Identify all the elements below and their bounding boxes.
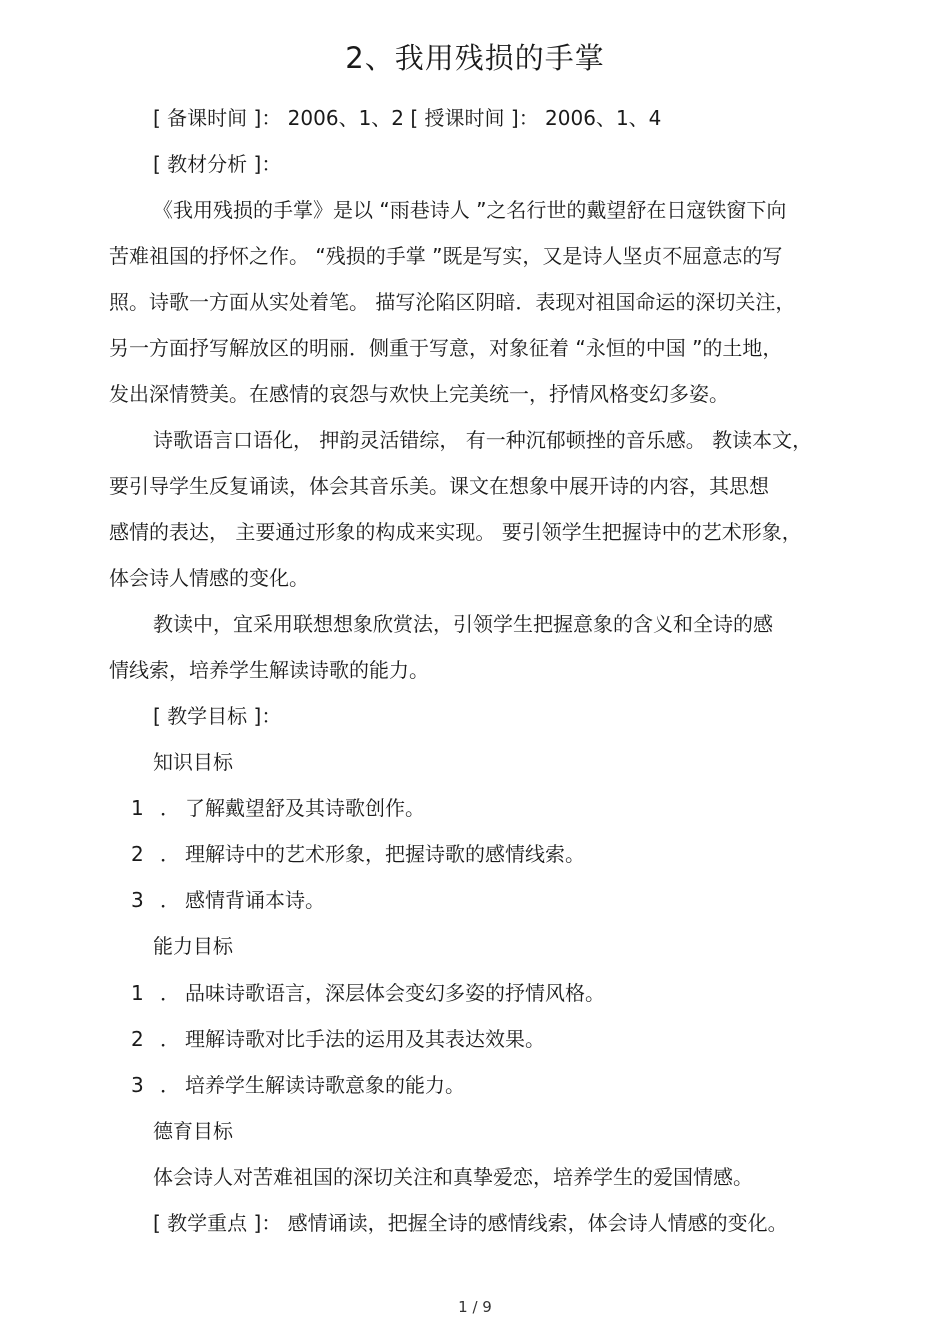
list-text: 理解诗歌对比手法的运用及其表达效果。 [185,1027,545,1051]
list-number: 3 [131,888,144,912]
moral-heading: 德育目标 [153,1119,233,1143]
list-text: 了解戴望舒及其诗歌创作。 [185,796,425,820]
analysis-p1-line: 照。诗歌一方面从实处着笔。 描写沦陷区阴暗．表现对祖国命运的深切关注， [109,290,796,314]
analysis-p1-line: 《我用残损的手掌》是以 “雨巷诗人 ”之名行世的戴望舒在日寇铁窗下向 [153,198,787,222]
list-number: 2 [131,842,144,866]
page-number: 1 / 9 [458,1298,492,1316]
analysis-p2-line: 体会诗人情感的变化。 [109,566,309,590]
analysis-p1-line: 另一方面抒写解放区的明丽．侧重于写意，对象征着 “永恒的中国 ”的土地， [109,336,783,360]
moral-text: 体会诗人对苦难祖国的深切关注和真挚爱恋，培养学生的爱国情感。 [153,1165,753,1189]
list-dot: ． [160,796,180,820]
list-number: 1 [131,796,144,820]
list-text: 品味诗歌语言，深层体会变幻多姿的抒情风格。 [185,981,605,1005]
analysis-p2-line: 感情的表达， 主要通过形象的构成来实现。 要引领学生把握诗中的艺术形象， [109,520,802,544]
analysis-p1-line: 苦难祖国的抒怀之作。 “残损的手掌 ”既是写实，又是诗人坚贞不屈意志的写 [109,244,783,268]
list-number: 2 [131,1027,144,1051]
analysis-p2-line: 诗歌语言口语化， 押韵灵活错综， 有一种沉郁顿挫的音乐感。 教读本文， [153,428,813,452]
list-number: 3 [131,1073,144,1097]
analysis-p2-line: 要引导学生反复诵读，体会其音乐美。课文在想象中展开诗的内容，其思想 [109,474,769,498]
list-dot: ． [160,888,180,912]
analysis-p3-line: 教读中，宜采用联想想象欣赏法，引领学生把握意象的含义和全诗的感 [153,612,773,636]
list-dot: ． [160,981,180,1005]
list-dot: ． [160,1027,180,1051]
list-text: 培养学生解读诗歌意象的能力。 [185,1073,465,1097]
prep-time-line: [ 备课时间 ]： 2006、1、2 [ 授课时间 ]： 2006、1、4 [153,106,662,130]
list-text: 理解诗中的艺术形象，把握诗歌的感情线索。 [185,842,585,866]
material-heading: [ 教材分析 ]： [153,152,282,176]
analysis-p3-line: 情线索，培养学生解读诗歌的能力。 [109,658,429,682]
ability-heading: 能力目标 [153,934,233,958]
list-number: 1 [131,981,144,1005]
key-point-line: [ 教学重点 ]： 感情诵读，把握全诗的感情线索，体会诗人情感的变化。 [153,1211,788,1235]
analysis-p1-line: 发出深情赞美。在感情的哀怨与欢快上完美统一，抒情风格变幻多姿。 [109,382,729,406]
document-title: 2、我用残损的手掌 [345,41,605,75]
list-text: 感情背诵本诗。 [185,888,325,912]
list-dot: ． [160,1073,180,1097]
goals-heading: [ 教学目标 ]： [153,704,282,728]
list-dot: ． [160,842,180,866]
knowledge-heading: 知识目标 [153,750,233,774]
